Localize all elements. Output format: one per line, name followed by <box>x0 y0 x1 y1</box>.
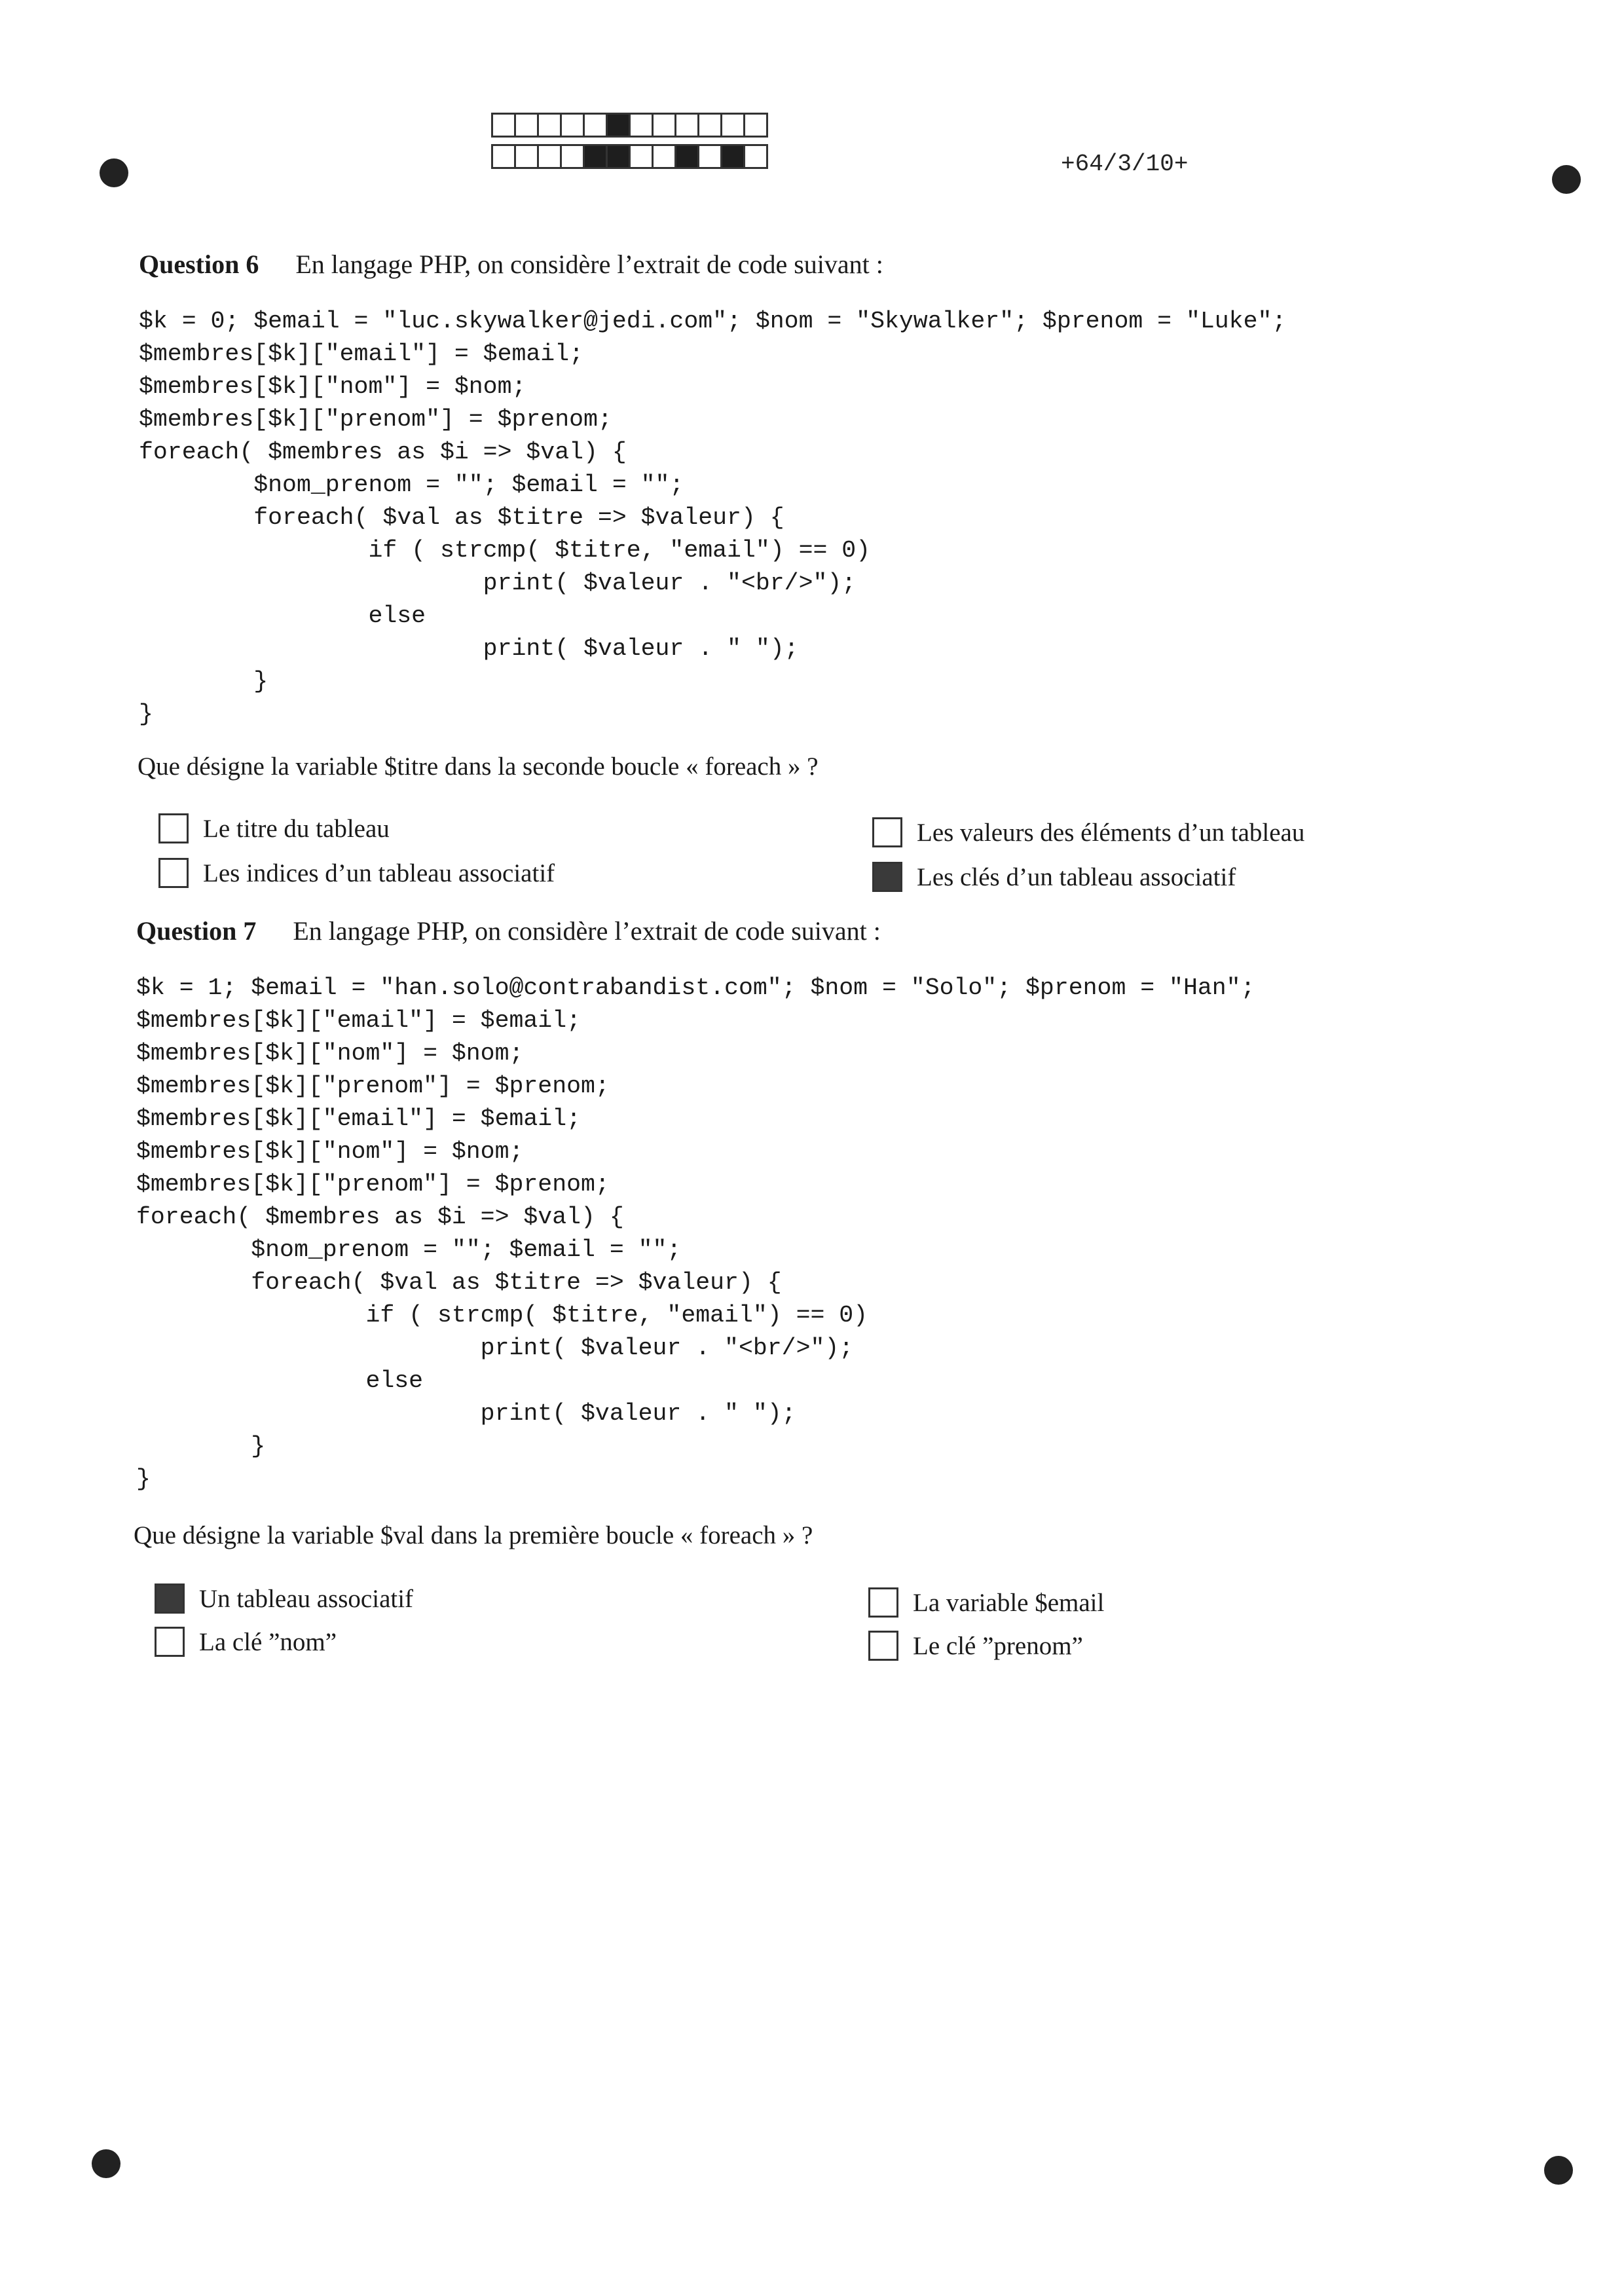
id-box-cell <box>720 144 745 169</box>
q7-option-1-checkbox[interactable] <box>155 1583 185 1614</box>
id-box-row-2 <box>491 144 766 169</box>
q7-option-3[interactable] <box>155 1627 337 1657</box>
registration-mark-bottom-left <box>92 2149 120 2178</box>
q7-option-1[interactable] <box>155 1583 413 1614</box>
question-6-intro: En langage PHP, on considère l’extrait de code suivant : <box>295 250 883 279</box>
question-7-code: $k = 1; $email = "han.solo@contrabandist.com"; $nom = "Solo"; $prenom = "Han"; $membres[$k]["email"] = $email; $membres[$k]["nom"] = $nom; $membres[$k]["prenom"] = $prenom; $membres[$k]["email"] = $email; $membres[$k]["nom"] = $nom; $membres[$k]["prenom"] = $prenom; foreach( $membres as $i => $val) { $nom_prenom = ""; $email = ""; foreach( $val as $titre => $valeur) { if ( strcmp( $titre, "email") == 0) print( $valeur . "<br/>"); else print( $valeur . " "); } } <box>136 974 1255 1492</box>
id-box-cell <box>743 144 768 169</box>
q6-option-4[interactable] <box>872 862 1236 892</box>
registration-mark-bottom-right <box>1544 2156 1573 2185</box>
id-box-cell <box>606 144 631 169</box>
registration-mark-top-left <box>100 158 128 187</box>
id-box-cell <box>514 144 539 169</box>
id-box-cell <box>697 113 722 138</box>
question-6-prompt: Que désigne la variable $titre dans la seconde boucle « foreach » ? <box>138 752 819 781</box>
id-box-cell <box>743 113 768 138</box>
q6-option-1[interactable] <box>158 813 390 843</box>
q7-option-3-checkbox[interactable] <box>155 1627 185 1657</box>
q6-option-3-checkbox[interactable] <box>158 858 189 888</box>
id-box-cell <box>537 144 562 169</box>
id-box-cell <box>491 113 516 138</box>
q6-option-2-checkbox[interactable] <box>872 817 902 847</box>
q7-option-1-label: Un tableau associatif <box>199 1584 414 1613</box>
q7-option-4-checkbox[interactable] <box>868 1631 898 1661</box>
page-id-code: +64/3/10+ <box>1061 151 1189 177</box>
q6-option-2[interactable] <box>872 817 1304 847</box>
q6-option-2-label: Les valeurs des éléments d’un tableau <box>917 818 1305 847</box>
question-7-intro: En langage PHP, on considère l’extrait de code suivant : <box>293 916 881 946</box>
id-box-cell <box>697 144 722 169</box>
id-box-cell <box>652 144 676 169</box>
id-box-cell <box>629 113 654 138</box>
q6-option-3[interactable] <box>158 858 555 888</box>
q7-option-2-checkbox[interactable] <box>868 1587 898 1618</box>
q6-option-4-label: Les clés d’un tableau associatif <box>917 862 1236 891</box>
q7-option-2-label: La variable $email <box>913 1588 1105 1617</box>
id-box-cell <box>674 144 699 169</box>
q7-option-4-label: Le clé ”prenom” <box>913 1631 1083 1660</box>
id-box-cell <box>629 144 654 169</box>
registration-mark-top-right <box>1552 165 1581 194</box>
question-7-label: Question 7 <box>136 916 257 946</box>
q7-option-3-label: La clé ”nom” <box>199 1627 337 1656</box>
q6-option-4-checkbox[interactable] <box>872 862 902 892</box>
id-box-cell <box>583 113 608 138</box>
id-box-cell <box>491 144 516 169</box>
id-box-cell <box>560 144 585 169</box>
q6-option-1-label: Le titre du tableau <box>203 814 390 843</box>
id-box-cell <box>606 113 631 138</box>
question-6-code: $k = 0; $email = "luc.skywalker@jedi.com"; $nom = "Skywalker"; $prenom = "Luke"; $membres[$k]["email"] = $email; $membres[$k]["nom"] = $nom; $membres[$k]["prenom"] = $prenom; foreach( $membres as $i => $val) { $nom_prenom = ""; $email = ""; foreach( $val as $titre => $valeur) { if ( strcmp( $titre, "email") == 0) print( $valeur . "<br/>"); else print( $valeur . " "); } } <box>139 308 1287 728</box>
id-box-cell <box>674 113 699 138</box>
question-6-label: Question 6 <box>139 250 259 279</box>
id-box-cell <box>652 113 676 138</box>
question-7-header <box>136 916 881 946</box>
question-7-prompt: Que désigne la variable $val dans la première boucle « foreach » ? <box>134 1521 813 1549</box>
id-box-cell <box>720 113 745 138</box>
q6-option-3-label: Les indices d’un tableau associatif <box>203 859 555 887</box>
id-box-cell <box>514 113 539 138</box>
q7-option-4[interactable] <box>868 1631 1083 1661</box>
q7-option-2[interactable] <box>868 1587 1104 1618</box>
id-box-cell <box>560 113 585 138</box>
q6-option-1-checkbox[interactable] <box>158 813 189 843</box>
id-box-cell <box>537 113 562 138</box>
question-6-header <box>139 249 883 280</box>
id-box-row-1 <box>491 113 766 138</box>
id-box-cell <box>583 144 608 169</box>
